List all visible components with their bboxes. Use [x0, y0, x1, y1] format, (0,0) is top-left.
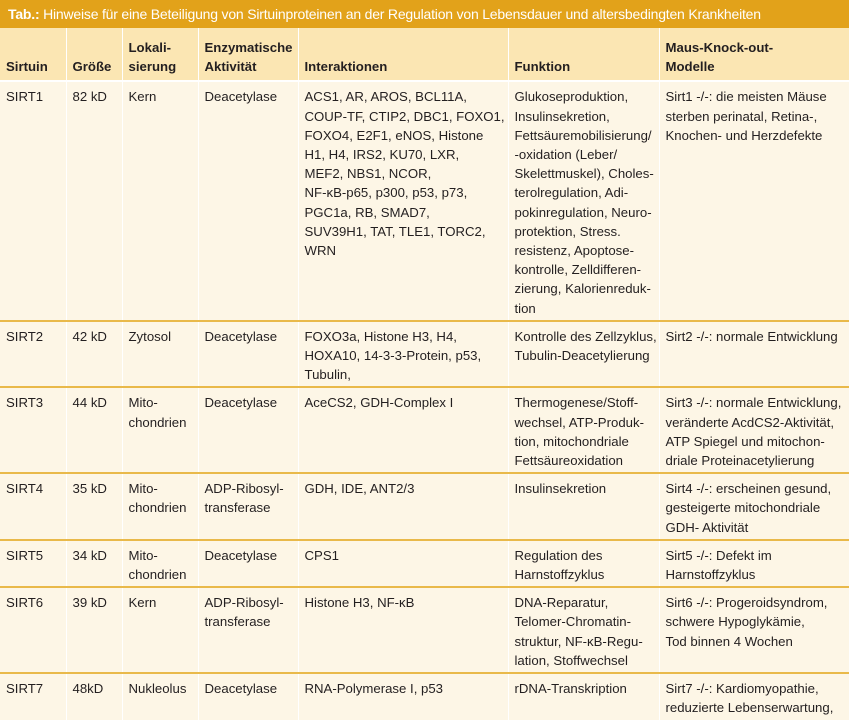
- table-row: [0, 540, 849, 587]
- header-sirtuin: Sirtuin: [0, 28, 66, 81]
- cell-lokalisierung: Kern: [122, 587, 198, 673]
- cell-modelle: Sirt5 -/-: Defekt im Harnstoffzyklus: [659, 540, 849, 587]
- table-body: [0, 81, 849, 719]
- header-aktivitaet: Enzymatische Aktivität: [198, 28, 298, 81]
- cell-aktivitaet: Deacetylase: [198, 321, 298, 388]
- cell-groesse: 35 kD: [66, 473, 122, 540]
- cell-groesse: 44 kD: [66, 387, 122, 473]
- cell-aktivitaet: Deacetylase: [198, 387, 298, 473]
- cell-modelle: Sirt6 -/-: Progeroidsyndrom, schwere Hypoglykämie, Tod binnen 4 Wochen: [659, 587, 849, 673]
- cell-groesse: 48kD: [66, 673, 122, 719]
- cell-funktion: Thermogenese/Stoff- wechsel, ATP-Produk- tion, mitochondriale Fettsäureoxidation: [508, 387, 659, 473]
- cell-aktivitaet: Deacetylase: [198, 673, 298, 719]
- header-modelle: Maus-Knock-out- Modelle: [659, 28, 849, 81]
- header-funktion: Funktion: [508, 28, 659, 81]
- cell-interaktionen: Histone H3, NF-κB: [298, 587, 508, 673]
- cell-modelle: Sirt2 -/-: normale Entwicklung: [659, 321, 849, 388]
- cell-sirtuin: SIRT4: [0, 473, 66, 540]
- cell-lokalisierung: Mito- chondrien: [122, 540, 198, 587]
- cell-aktivitaet: Deacetylase: [198, 540, 298, 587]
- cell-modelle: Sirt7 -/-: Kardiomyopathie, reduzierte Lebenserwartung,: [659, 673, 849, 719]
- cell-interaktionen: CPS1: [298, 540, 508, 587]
- cell-modelle: Sirt1 -/-: die meisten Mäuse sterben perinatal, Retina-, Knochen- und Herzdefekte: [659, 81, 849, 320]
- table-header: [0, 28, 849, 81]
- table-row: [0, 321, 849, 388]
- table-row: [0, 587, 849, 673]
- cell-aktivitaet: ADP-Ribosyl- transferase: [198, 587, 298, 673]
- cell-sirtuin: SIRT3: [0, 387, 66, 473]
- cell-sirtuin: SIRT7: [0, 673, 66, 719]
- cell-aktivitaet: ADP-Ribosyl- transferase: [198, 473, 298, 540]
- header-interaktionen: Interaktionen: [298, 28, 508, 81]
- cell-lokalisierung: Zytosol: [122, 321, 198, 388]
- table-row: [0, 81, 849, 320]
- sirtuin-table: [0, 28, 849, 720]
- cell-modelle: Sirt3 -/-: normale Entwicklung, veränderte AcdCS2-Aktivität, ATP Spiegel und mitochon- driale Proteinacetylierung: [659, 387, 849, 473]
- cell-groesse: 34 kD: [66, 540, 122, 587]
- cell-sirtuin: SIRT2: [0, 321, 66, 388]
- table-caption: [0, 0, 849, 28]
- header-groesse: Größe: [66, 28, 122, 81]
- table-row: [0, 673, 849, 719]
- cell-groesse: 39 kD: [66, 587, 122, 673]
- cell-funktion: Regulation des Harnstoffzyklus: [508, 540, 659, 587]
- cell-funktion: rDNA-Transkription: [508, 673, 659, 719]
- cell-funktion: Insulinsekretion: [508, 473, 659, 540]
- cell-funktion: DNA-Reparatur, Telomer-Chromatin- struktur, NF-κB-Regu- lation, Stoffwechsel: [508, 587, 659, 673]
- cell-sirtuin: SIRT5: [0, 540, 66, 587]
- cell-sirtuin: SIRT6: [0, 587, 66, 673]
- cell-funktion: Kontrolle des Zellzyklus, Tubulin-Deacetylierung: [508, 321, 659, 388]
- cell-sirtuin: SIRT1: [0, 81, 66, 320]
- table-row: [0, 387, 849, 473]
- header-lokalisierung: Lokali- sierung: [122, 28, 198, 81]
- cell-modelle: Sirt4 -/-: erscheinen gesund, gesteigerte mitochondriale GDH- Aktivität: [659, 473, 849, 540]
- cell-lokalisierung: Mito- chondrien: [122, 387, 198, 473]
- cell-aktivitaet: Deacetylase: [198, 81, 298, 320]
- cell-interaktionen: FOXO3a, Histone H3, H4, HOXA10, 14-3-3-Protein, p53, Tubulin,: [298, 321, 508, 388]
- table-row: [0, 473, 849, 540]
- cell-lokalisierung: Nukleolus: [122, 673, 198, 719]
- cell-interaktionen: ACS1, AR, AROS, BCL11A, COUP-TF, CTIP2, DBC1, FOXO1, FOXO4, E2F1, eNOS, Histone H1, H4, IRS2, KU70, LXR, MEF2, NBS1, NCOR, NF-κB-p65, p300, p53, p73, PGC1a, RB, SMAD7, SUV39H1, TAT, TLE1, TORC2, WRN: [298, 81, 508, 320]
- caption-text: Hinweise für eine Beteiligung von Sirtuinproteinen an der Regulation von Lebensdauer und altersbedingten Krankheiten: [39, 6, 761, 22]
- cell-groesse: 82 kD: [66, 81, 122, 320]
- caption-prefix: Tab.:: [8, 6, 40, 22]
- cell-lokalisierung: Mito- chondrien: [122, 473, 198, 540]
- cell-interaktionen: AceCS2, GDH-Complex I: [298, 387, 508, 473]
- cell-groesse: 42 kD: [66, 321, 122, 388]
- cell-funktion: Glukoseproduktion, Insulinsekretion, Fettsäuremobilisierung/ -oxidation (Leber/ Skelettmuskel), Choles- terolregulation, Adi- pokinregulation, Neuro- protektion, Stress. resistenz, Apoptose- kontrolle, Zelldifferen- zierung, Kalorienreduk- tion: [508, 81, 659, 320]
- header-row: [0, 28, 849, 81]
- cell-interaktionen: GDH, IDE, ANT2/3: [298, 473, 508, 540]
- cell-interaktionen: RNA-Polymerase I, p53: [298, 673, 508, 719]
- cell-lokalisierung: Kern: [122, 81, 198, 320]
